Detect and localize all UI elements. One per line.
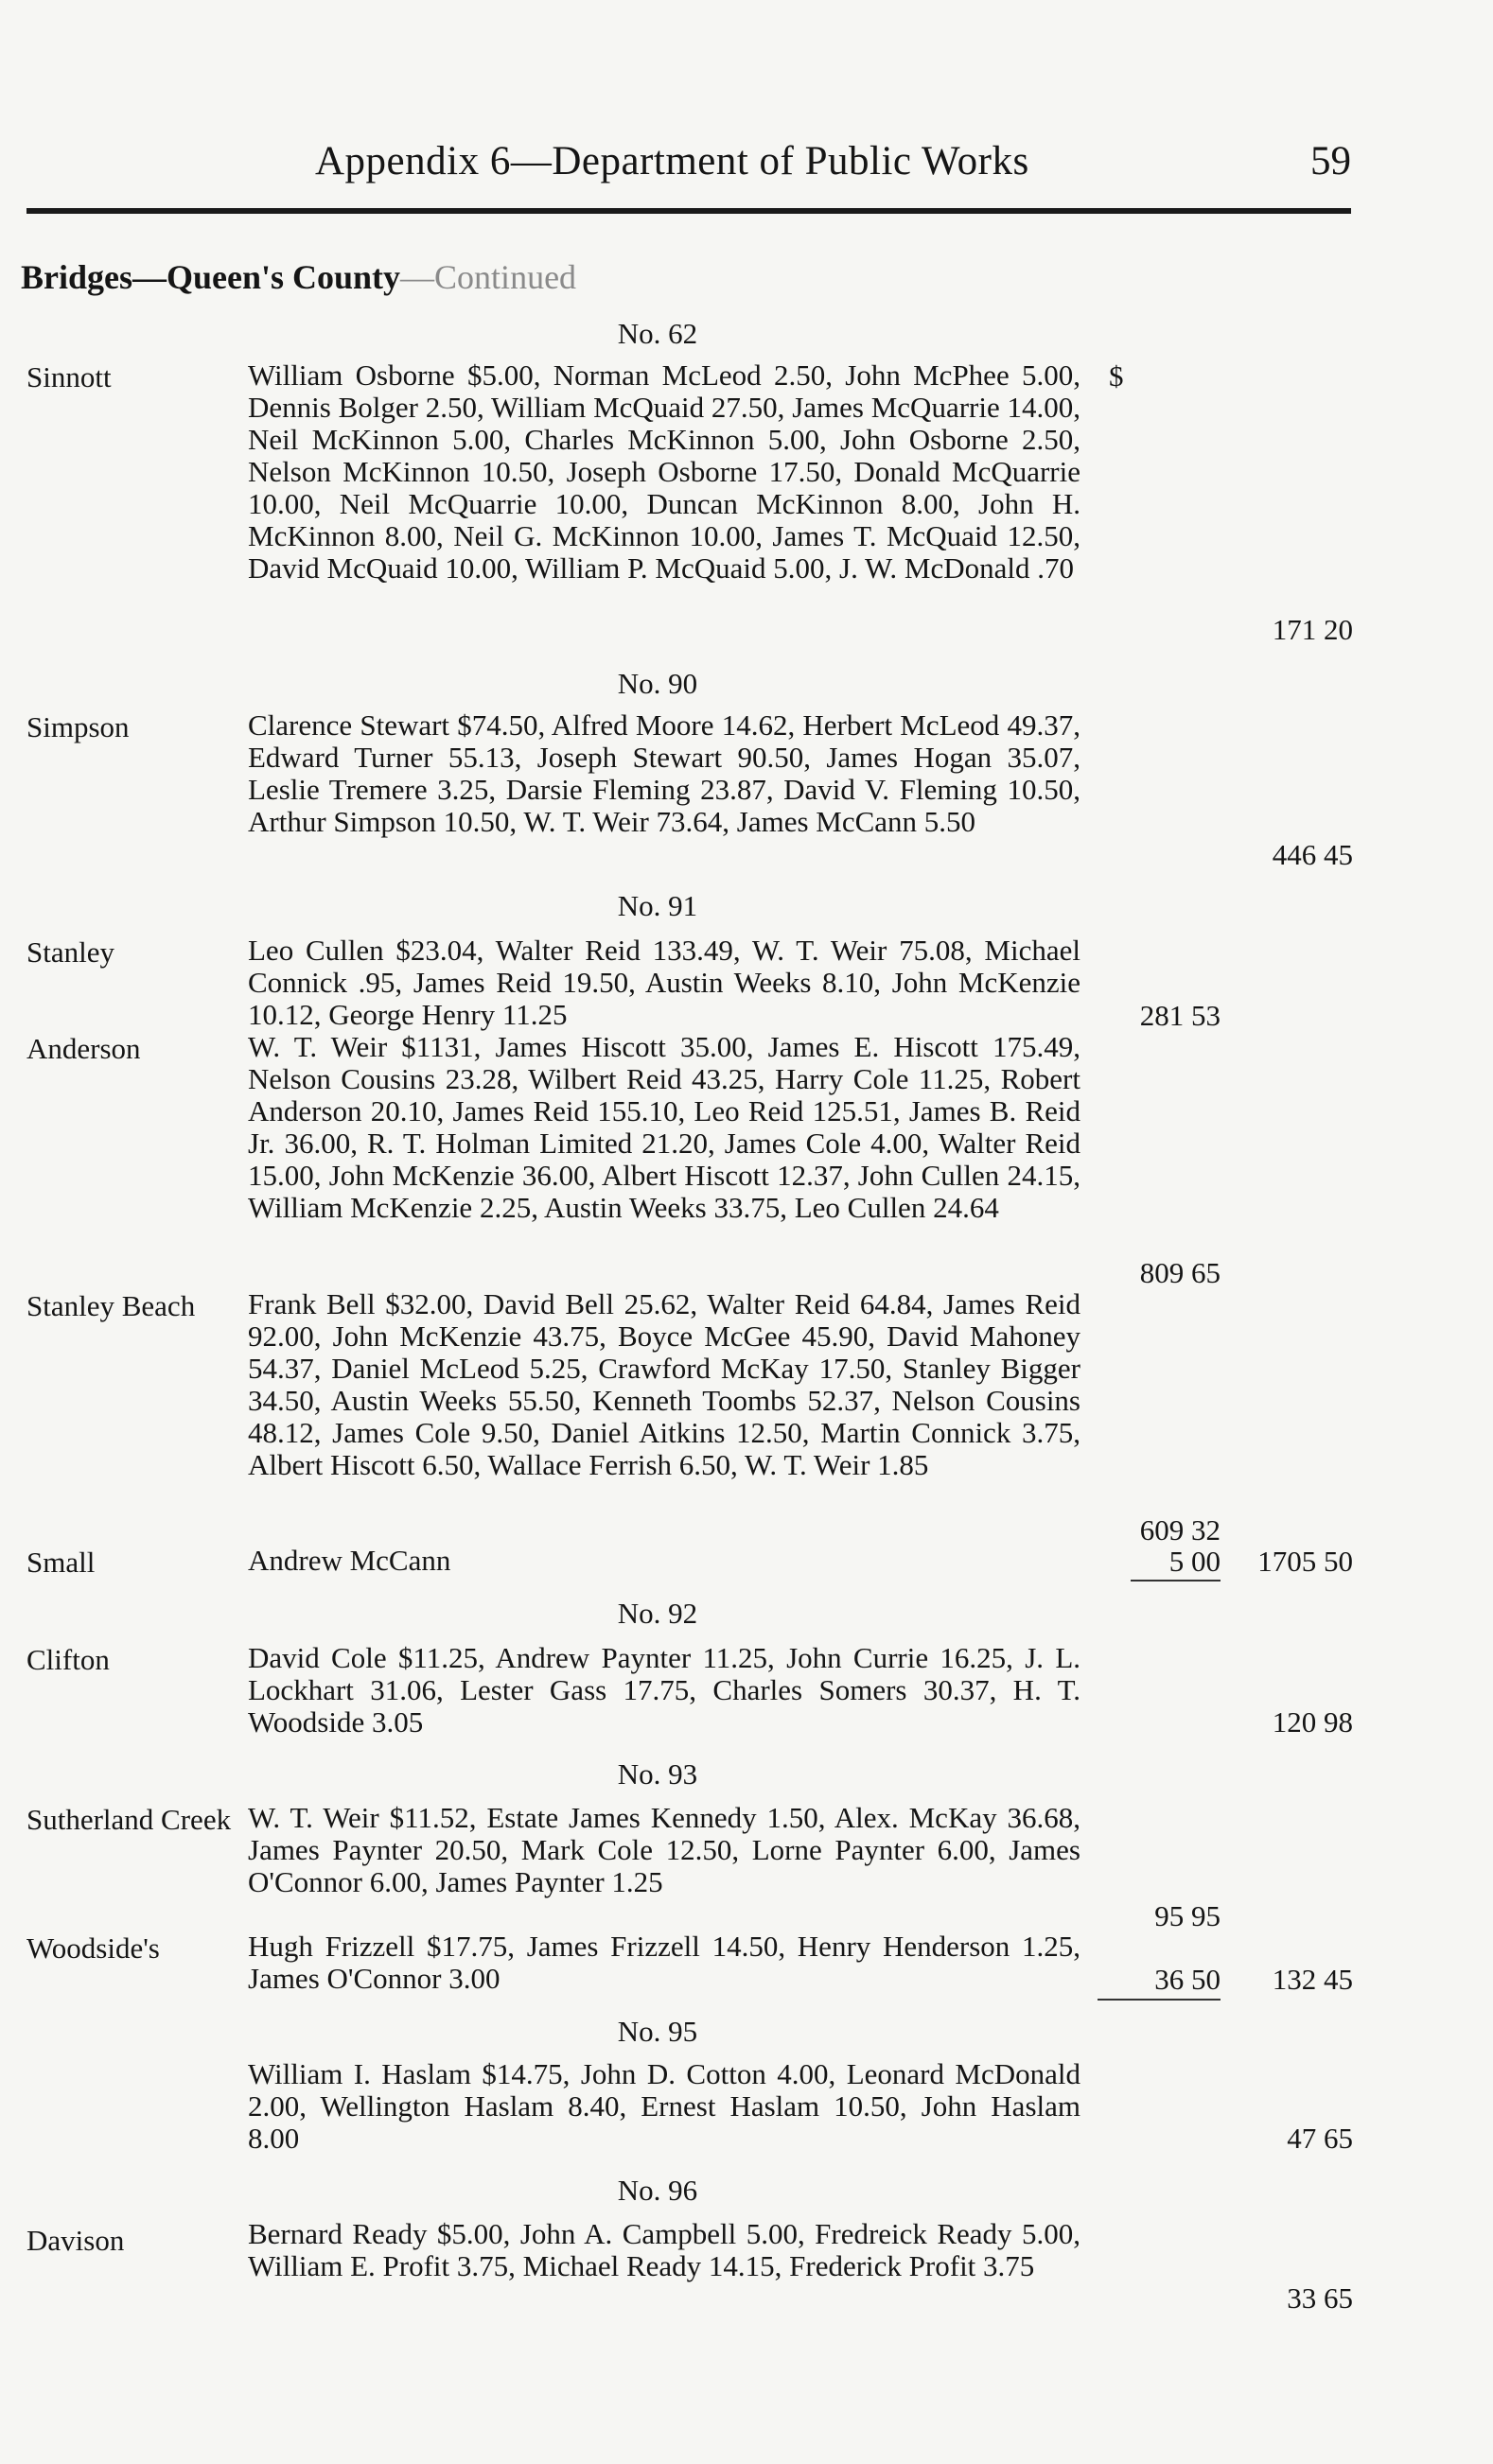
total-amount: 171 20 xyxy=(1272,613,1353,646)
sum-rule xyxy=(1131,1580,1221,1582)
total-amount: 33 65 xyxy=(1287,2281,1353,2315)
total-amount: 120 98 xyxy=(1272,1705,1353,1739)
entry-text: Leo Cullen $23.04, Walter Reid 133.49, W. T. Weir 75.08, Michael Connick .95, James Reid 19.50, Austin Weeks 8.10, John McKenzie 10.12, George Henry 11.25 xyxy=(248,934,1080,1031)
total-amount: 132 45 xyxy=(1272,1963,1353,1996)
subtotal-amount: 95 95 xyxy=(1154,1899,1221,1932)
bridge-number: No. 96 xyxy=(617,2174,698,2207)
subtotal-amount: 281 53 xyxy=(1139,999,1221,1032)
entry-text: David Cole $11.25, Andrew Paynter 11.25, John Currie 16.25, J. L. Lockhart 31.06, Lester Gass 17.75, Charles Somers 30.37, H. T. Woodside 3.05 xyxy=(248,1641,1080,1739)
bridge-number: No. 90 xyxy=(617,667,698,700)
entry-text: William I. Haslam $14.75, John D. Cotton 4.00, Leonard McDonald 2.00, Wellington Haslam 8.40, Ernest Haslam 10.50, John Haslam 8.00 xyxy=(248,2057,1080,2155)
bridge-number: No. 95 xyxy=(617,2015,698,2048)
entry-text: W. T. Weir $11.52, Estate James Kennedy 1.50, Alex. McKay 36.68, James Paynter 20.50, Mark Cole 12.50, Lorne Paynter 6.00, James O'Connor 6.00, James Paynter 1.25 xyxy=(248,1801,1080,1898)
header-rule xyxy=(26,208,1351,214)
location: Stanley Beach xyxy=(26,1289,196,1322)
bridge-number: No. 92 xyxy=(617,1597,698,1630)
subtotal-amount: 5 00 xyxy=(1168,1545,1221,1578)
page-number: 59 xyxy=(1310,139,1351,183)
bridge-number: No. 62 xyxy=(617,317,698,350)
sum-rule xyxy=(1098,1999,1221,2001)
location: Small xyxy=(26,1546,96,1579)
location: Sutherland Creek xyxy=(26,1803,232,1836)
total-amount: 47 65 xyxy=(1287,2122,1353,2155)
total-amount: 1705 50 xyxy=(1257,1545,1353,1578)
location: Simpson xyxy=(26,710,130,743)
bridge-number: No. 91 xyxy=(617,889,698,922)
location: Clifton xyxy=(26,1643,110,1676)
page-title: Appendix 6—Department of Public Works xyxy=(315,139,1029,183)
continued-label: —Continued xyxy=(400,258,577,296)
subtotal-amount: 36 50 xyxy=(1154,1963,1221,1996)
entry-text: Andrew McCann xyxy=(248,1544,451,1577)
entry-text: Frank Bell $32.00, David Bell 25.62, Walter Reid 64.84, James Reid 92.00, John McKenzie 43.75, Boyce McGee 45.90, David Mahoney 54.37, Daniel McLeod 5.25, Crawford McKay 17.50, Stanley Bigger 34.50, Austin Weeks 55.50, Kenneth Toombs 52.37, Nelson Cousins 48.12, James Cole 9.50, Daniel Aitkins 12.50, Martin Connick 3.75, Albert Hiscott 6.50, Wallace Ferrish 6.50, W. T. Weir 1.85 xyxy=(248,1287,1080,1481)
dollar-sign: $ xyxy=(1109,359,1124,393)
location: Davison xyxy=(26,2224,125,2257)
section-title: Bridges—Queen's County—Continued xyxy=(21,258,577,296)
location: Stanley xyxy=(26,935,114,969)
total-amount: 446 45 xyxy=(1272,838,1353,871)
location: Sinnott xyxy=(26,360,112,393)
entry-text: Hugh Frizzell $17.75, James Frizzell 14.50, Henry Henderson 1.25, James O'Connor 3.00 xyxy=(248,1930,1080,1995)
bridge-number: No. 93 xyxy=(617,1757,698,1791)
subtotal-amount: 809 65 xyxy=(1139,1256,1221,1289)
entry-text: Bernard Ready $5.00, John A. Campbell 5.00, Fredreick Ready 5.00, William E. Profit 3.75, Michael Ready 14.15, Frederick Profit 3.75 xyxy=(248,2217,1080,2282)
entry-text: Clarence Stewart $74.50, Alfred Moore 14.62, Herbert McLeod 49.37, Edward Turner 55.13, Joseph Stewart 90.50, James Hogan 35.07, Leslie Tremere 3.25, Darsie Fleming 23.87, David V. Fleming 10.50, Arthur Simpson 10.50, W. T. Weir 73.64, James McCann 5.50 xyxy=(248,708,1080,838)
page-header xyxy=(26,132,1351,208)
entry-text: W. T. Weir $1131, James Hiscott 35.00, James E. Hiscott 175.49, Nelson Cousins 23.28, Wilbert Reid 43.25, Harry Cole 11.25, Robert Anderson 20.10, James Reid 155.10, Leo Reid 125.51, James B. Reid Jr. 36.00, R. T. Holman Limited 21.20, James Cole 4.00, Walter Reid 15.00, John McKenzie 36.00, Albert Hiscott 12.37, John Cullen 24.15, William McKenzie 2.25, Austin Weeks 33.75, Leo Cullen 24.64 xyxy=(248,1030,1080,1224)
entry-text: William Osborne $5.00, Norman McLeod 2.50, John McPhee 5.00, Dennis Bolger 2.50, William McQuaid 27.50, James McQuarrie 14.00, Neil McKinnon 5.00, Charles McKinnon 5.00, John Osborne 2.50, Nelson McKinnon 10.50, Joseph Osborne 17.50, Donald McQuarrie 10.00, Neil McQuarrie 10.00, Duncan McKinnon 8.00, John H. McKinnon 8.00, Neil G. McKinnon 10.00, James T. McQuaid 12.50, David McQuaid 10.00, William P. McQuaid 5.00, J. W. McDonald .70 xyxy=(248,358,1080,585)
subtotal-amount: 609 32 xyxy=(1139,1513,1221,1547)
location: Woodside's xyxy=(26,1931,160,1965)
location: Anderson xyxy=(26,1032,141,1065)
